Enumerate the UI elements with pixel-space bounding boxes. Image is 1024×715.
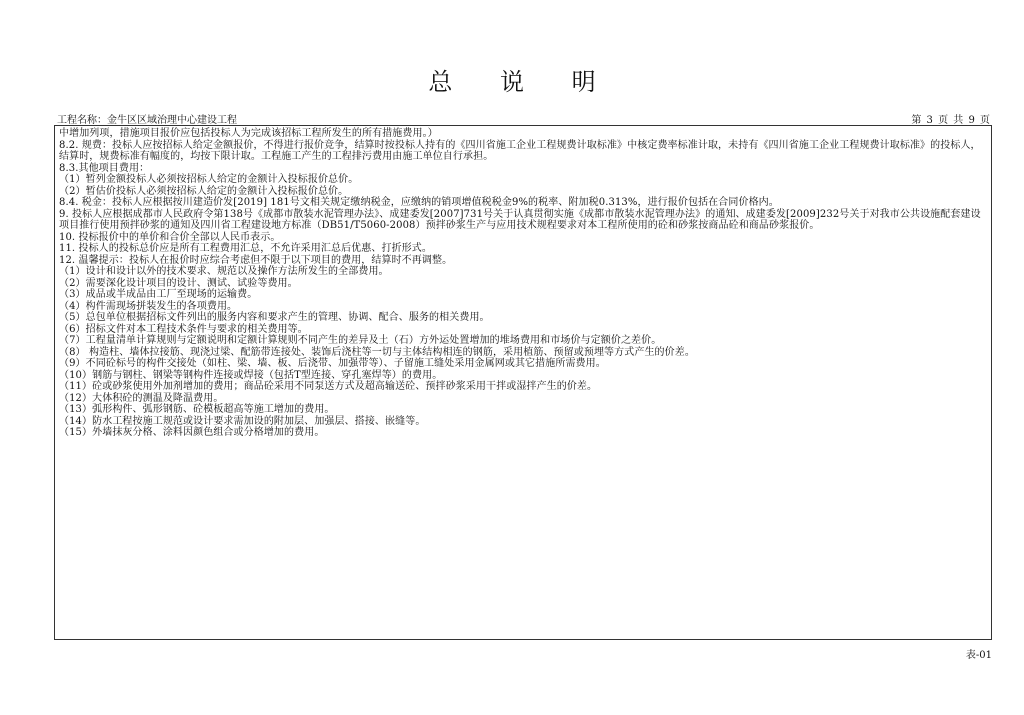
paragraph: 10. 投标报价中的单价和合价全部以人民币表示。 [59,231,281,243]
paragraph: （1）暂列金额投标人必须按招标人给定的金额计入投标报价总价。 [59,174,359,185]
paragraph: （7）工程量清单计算规则与定额说明和定额计算规则不同产生的差异及土（石）方外运处置增加的堆场费用和市场价与定额价之差价。 [59,335,662,346]
description-body [59,128,987,439]
paragraph: （5）总包单位根据招标文件列出的服务内容和要求产生的管理、协调、配合、服务的相关费用。 [59,312,490,323]
paragraph: （10）钢筋与钢柱、钢梁等钢构件连接或焊接（包括T型连接、穿孔塞焊等）的费用。 [59,369,443,381]
table-code: 表-01 [965,650,992,661]
paragraph: （13）弧形构件、弧形钢筋、砼模板超高等施工增加的费用。 [59,404,335,415]
paragraph: （4）构件需现场拼装发生的各项费用。 [59,300,238,312]
paragraph: （2）需要深化设计项目的设计、测试、试验等费用。 [59,277,298,289]
paragraph: （14）防水工程按施工规范或设计要求需加设的附加层、加强层、搭接、嵌缝等。 [59,415,426,427]
paragraph: 9. 投标人应根据成都市人民政府令第138号《成都市散装水泥管理办法》、成建委发[2007]731号关于认真贯彻实施《成都市散装水泥管理办法》的通知、成建委发[2009]232号关于对我市公共设施配套建设项目推行使用预拌砂浆的通知及四川省工程建设地方标准（DB51/T5060-2008）预拌砂浆生产与应用技术规程要求对本工程所使用的砼和砂浆按商品砼和商品砂浆报价。 [59,208,981,231]
paragraph: （2）暂估价投标人必须按招标人给定的金额计入投标报价总价。 [59,185,349,197]
paragraph: 8.3.其他项目费用： [59,162,150,174]
paragraph: （6）招标文件对本工程技术条件与要求的相关费用等。 [59,323,308,335]
paragraph: 11. 投标人的投标总价应是所有工程费用汇总，不允许采用汇总后优惠、打折形式。 [59,243,432,254]
paragraph: （9）不同砼标号的构件交接处（如柱、梁、墙、板、后浇带、加强带等）、子留施工缝处采用金属网或其它措施所需费用。 [59,358,606,369]
paragraph: 8.4. 税金：投标人应根据按川建造价发[2019] 181号文相关规定缴纳税金，应缴纳的销项增值税税金9%的税率、附加税0.313%，进行报价包括在合同价格内。 [59,197,779,208]
page-title: 总 说 明 [428,68,616,96]
paragraph: （3）成品或半成品由工厂至现场的运输费。 [59,289,258,300]
paragraph: 中增加列项，措施项目报价应包括投标人为完成该招标工程所发生的所有措施费用。） [59,128,438,139]
paragraph: 8.2. 规费：投标人应按招标人给定金额报价，不得进行报价竞争，结算时按投标人持有的《四川省施工企业工程规费计取标准》中核定费率标准计取，未持有《四川省施工企业工程规费计取标准》的投标人，结算时，规费标准有幅度的，均按下限计取。工程施工产生的工程排污费用由施工单位自行承担。 [59,139,981,162]
content-frame [54,125,992,640]
project-name: 工程名称：金牛区区域治理中心建设工程 [57,115,237,126]
paragraph: （11）砼或砂浆使用外加剂增加的费用；商品砼采用不同泵送方式及超高输送砼、预拌砂浆采用干拌或湿拌产生的价差。 [59,381,598,392]
page-number: 第 3 页 共 9 页 [911,115,990,126]
paragraph: 12. 温馨提示：投标人在报价时应综合考虑但不限于以下项目的费用，结算时不再调整。 [59,254,453,266]
paragraph: （1）设计和设计以外的技术要求、规范以及操作方法所发生的全部费用。 [59,266,389,277]
paragraph: （8） 构造柱、墙体拉接筋、现浇过梁、配筋带连接处、装饰后浇柱等一切与主体结构相连的钢筋，采用植筋、预留或预埋等方式产生的价差。 [59,346,695,358]
paragraph: （15）外墙抹灰分格、涂料因颜色组合或分格增加的费用。 [59,427,325,438]
paragraph: （12）大体积砼的测温及降温费用。 [59,392,224,404]
